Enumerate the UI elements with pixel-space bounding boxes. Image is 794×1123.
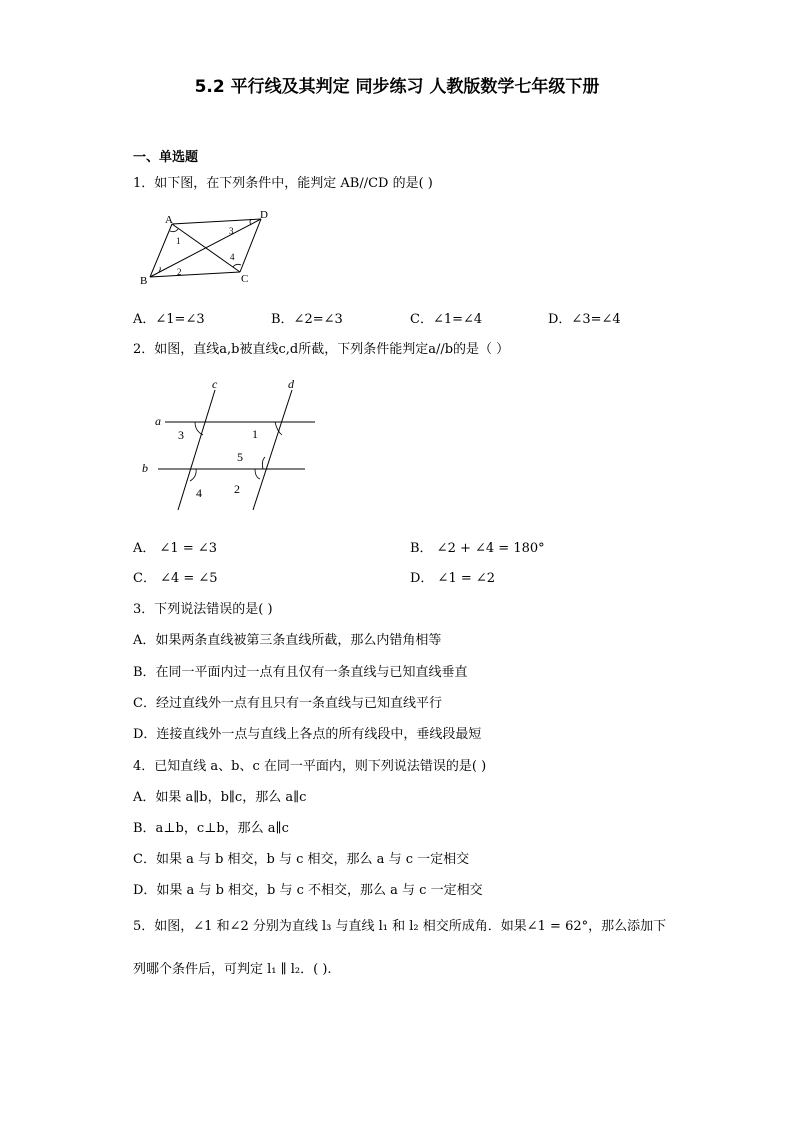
q1-label-D: D [260,209,268,221]
q2-option-b[interactable]: B． ∠2 + ∠4 = 180° [410,541,545,556]
q3-option-c[interactable]: C．经过直线外一点有且只有一条直线与已知直线平行 [133,696,442,711]
q2-label-b: b [142,461,148,475]
q5-line1: 5．如图，∠1 和∠2 分别为直线 l₃ 与直线 l₁ 和 l₂ 相交所成角．如果∠1 = 62°，那么添加下 [133,919,667,934]
q1-option-b[interactable]: B．∠2=∠3 [271,312,343,327]
q2-angle-5: 5 [237,450,243,464]
q2-angle-3: 3 [178,428,184,442]
q1-figure [133,205,283,290]
q4-option-b[interactable]: B．a⊥b，c⊥b，那么 a∥c [133,821,289,836]
q1-label-C: C [241,273,249,285]
q4-option-a[interactable]: A．如果 a∥b，b∥c，那么 a∥c [133,790,307,805]
q2-label-d: d [288,377,294,391]
q1-label-B: B [140,275,148,287]
q1-option-c[interactable]: C．∠1=∠4 [410,312,483,327]
q1-label-A: A [165,214,173,226]
page-title: 5.2 平行线及其判定 同步练习 人教版数学七年级下册 [194,77,600,97]
q1-option-a[interactable]: A．∠1=∠3 [133,312,205,327]
q2-angle-4: 4 [196,486,202,500]
q4-option-d[interactable]: D．如果 a 与 b 相交，b 与 c 不相交，那么 a 与 c 一定相交 [133,883,483,898]
q2-option-d[interactable]: D． ∠1 = ∠2 [410,571,496,586]
q1-angle-1: 1 [176,236,181,246]
q1-angle-4: 4 [230,252,235,262]
q3-option-a[interactable]: A．如果两条直线被第三条直线所截，那么内错角相等 [133,633,442,648]
q3-stem: 3．下列说法错误的是( ) [133,602,273,617]
q4-option-c[interactable]: C．如果 a 与 b 相交，b 与 c 相交，那么 a 与 c 一定相交 [133,852,470,867]
q1-option-d[interactable]: D．∠3=∠4 [548,312,621,327]
q2-label-a: a [155,414,161,428]
q2-option-c[interactable]: C． ∠4 = ∠5 [133,571,218,586]
q1-stem: 1．如下图，在下列条件中，能判定 AB//CD 的是( ) [133,176,433,191]
q2-option-a[interactable]: A． ∠1 = ∠3 [133,541,218,556]
q2-figure [133,375,323,515]
q2-angle-2: 2 [234,482,240,496]
q4-stem: 4．已知直线 a、b、c 在同一平面内，则下列说法错误的是( ) [133,759,487,774]
q1-angle-2: 2 [177,267,182,277]
q2-angle-1: 1 [252,427,258,441]
q1-angle-3: 3 [229,226,234,236]
q2-label-c: c [212,377,218,391]
q3-option-b[interactable]: B．在同一平面内过一点有且仅有一条直线与已知直线垂直 [133,665,468,680]
q2-stem: 2．如图，直线a,b被直线c,d所截，下列条件能判定a//b的是（ ） [133,342,510,357]
q3-option-d[interactable]: D．连接直线外一点与直线上各点的所有线段中，垂线段最短 [133,727,482,742]
section-heading: 一、单选题 [133,150,199,165]
q5-line2: 列哪个条件后，可判定 l₁ ∥ l₂．( ). [133,962,332,977]
